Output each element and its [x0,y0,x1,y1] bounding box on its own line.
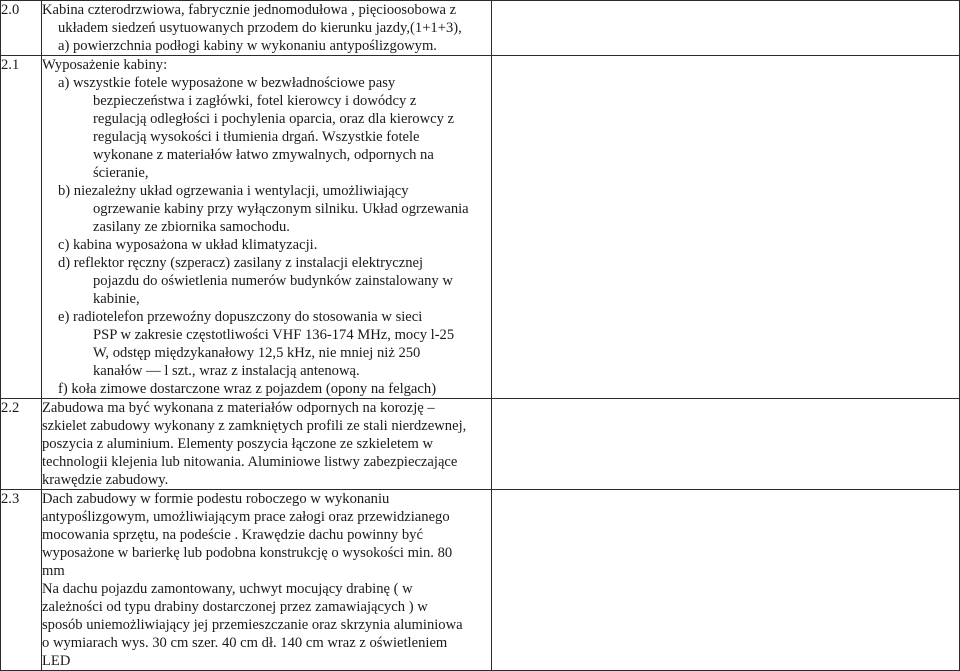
description-line: krawędzie zabudowy. [42,472,169,488]
description-line: a) powierzchnia podłogi kabiny w wykonaniu antypoślizgowym. [58,38,437,54]
description-line: kabinie, [93,291,140,307]
row-description-cell [42,399,492,490]
description-line: wyposażone w barierkę lub podobna konstrukcję o wysokości min. 80 [42,545,453,561]
description-line: układem siedzeń usytuowanych przodem do kierunku jazdy,(1+1+3), [58,20,462,36]
table-row [1,490,960,671]
description-line: Dach zabudowy w formie podestu roboczego w wykonaniu [42,491,390,507]
row-number: 2.3 [1,491,20,507]
description-line: Na dachu pojazdu zamontowany, uchwyt mocujący drabinę ( w [42,581,413,597]
empty-cell [492,56,960,399]
description-line: e) radiotelefon przewoźny dopuszczony do stosowania w sieci [58,309,423,325]
row-number-cell [1,56,42,399]
description-line: wykonane z materiałów łatwo zmywalnych, odpornych na [93,147,434,163]
description-line: antypoślizgowym, umożliwiającym prace załogi oraz przewidzianego [42,509,450,525]
empty-cell [492,399,960,490]
row-description-cell [42,1,492,56]
row-number: 2.0 [1,2,20,18]
description-line: poszycia z aluminium. Elementy poszycia łączone ze szkieletem w [42,436,434,452]
description-line: ogrzewanie kabiny przy wyłączonym silniku. Układ ogrzewania [93,201,469,217]
row-number-cell [1,399,42,490]
description-line: technologii klejenia lub nitowania. Aluminiowe listwy zabezpieczające [42,454,458,470]
description-line: b) niezależny układ ogrzewania i wentylacji, umożliwiający [58,183,409,199]
description-line: szkielet zabudowy wykonany z zamkniętych profili ze stali nierdzewnej, [42,418,467,434]
description-line: zależności od typu drabiny dostarczonej przez zamawiających ) w [42,599,428,615]
row-number-cell [1,1,42,56]
empty-cell [492,490,960,671]
description-line: kanałów — l szt., wraz z instalacją antenową. [93,363,360,379]
description-line: ścieranie, [93,165,149,181]
table-row [1,399,960,490]
row-description-cell [42,56,492,399]
description-line: Zabudowa ma być wykonana z materiałów odpornych na korozję – [42,400,435,416]
description-line: W, odstęp międzykanałowy 12,5 kHz, nie mniej niż 250 [93,345,421,361]
description-line: PSP w zakresie częstotliwości VHF 136-174 MHz, mocy l-25 [93,327,455,343]
description-line: d) reflektor ręczny (szperacz) zasilany z instalacji elektrycznej [58,255,424,271]
description-line: regulacją wysokości i tłumienia drgań. Wszystkie fotele [93,129,420,145]
description-line: Wyposażenie kabiny: [42,57,168,73]
row-description-cell [42,490,492,671]
row-number-cell [1,490,42,671]
description-line: pojazdu do oświetlenia numerów budynków zainstalowany w [93,273,453,289]
description-line: mocowania sprzętu, na podeście . Krawędzie dachu powinny być [42,527,423,543]
description-line: Kabina czterodrzwiowa, fabrycznie jednomodułowa , pięcioosobowa z [42,2,457,18]
table-row [1,56,960,399]
description-line: bezpieczeństwa i zagłówki, fotel kierowcy i dowódcy z [93,93,417,109]
row-number: 2.2 [1,400,20,416]
description-line: regulacją odległości i pochylenia oparcia, oraz dla kierowcy z [93,111,455,127]
description-line: sposób uniemożliwiający jej przemieszczanie oraz skrzynia aluminiowa [42,617,463,633]
description-line: mm [42,563,65,579]
description-line: a) wszystkie fotele wyposażone w bezwładnościowe pasy [58,75,396,91]
table-row [1,1,960,56]
description-line: zasilany ze zbiornika samochodu. [93,219,290,235]
description-line: o wymiarach wys. 30 cm szer. 40 cm dł. 140 cm wraz z oświetleniem [42,635,448,651]
description-line: LED [42,653,71,669]
description-line: f) koła zimowe dostarczone wraz z pojazdem (opony na felgach) [58,381,437,397]
row-number: 2.1 [1,57,20,73]
empty-cell [492,1,960,56]
description-line: c) kabina wyposażona w układ klimatyzacji. [58,237,318,253]
